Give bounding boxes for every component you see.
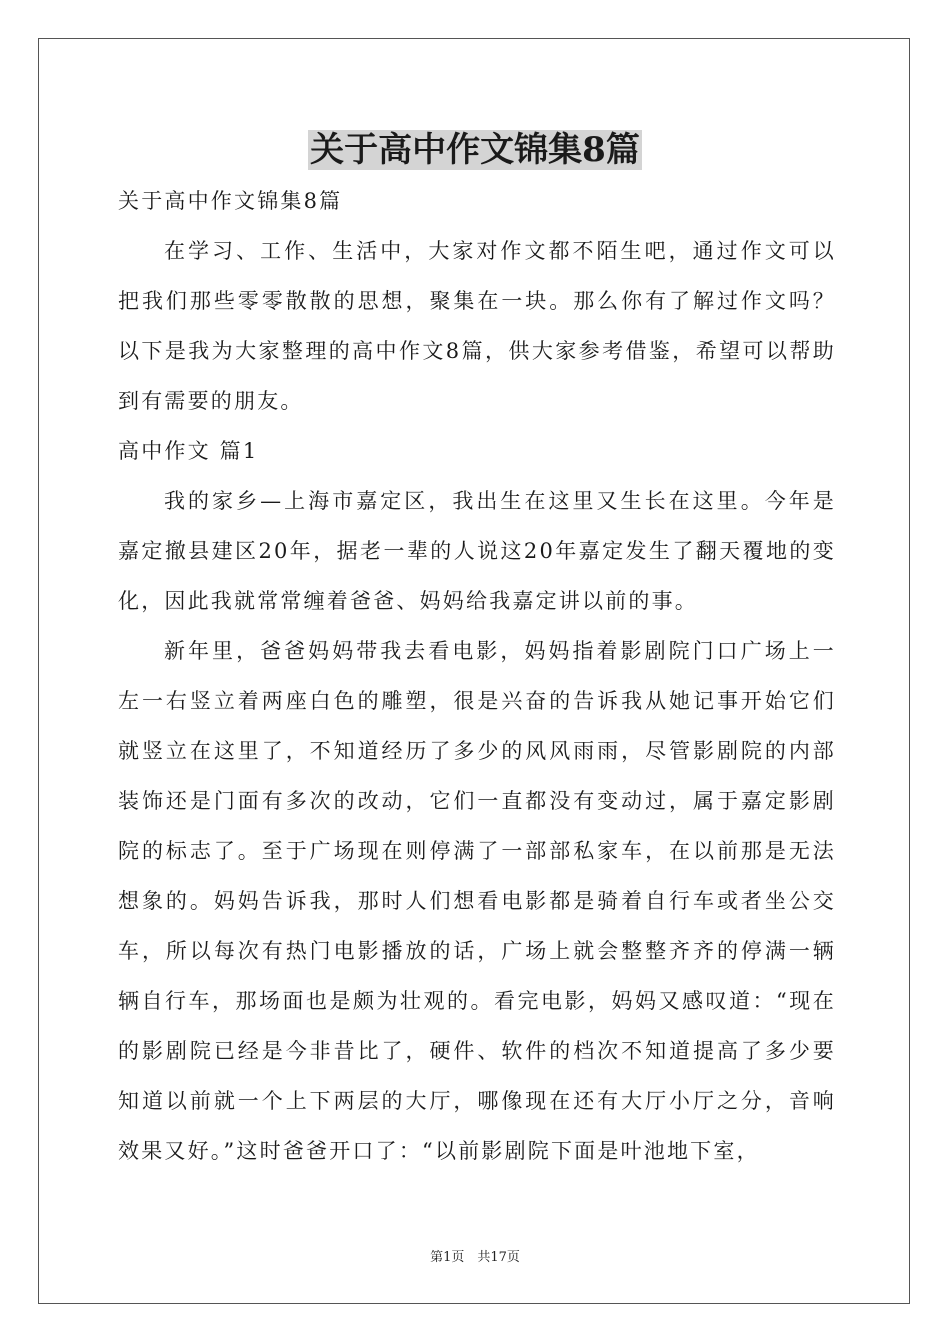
body-paragraph-1: 我的家乡—上海市嘉定区，我出生在这里又生长在这里。今年是嘉定撤县建区20年，据老一辈的人说这20年嘉定发生了翻天覆地的变化，因此我就常常缠着爸爸、妈妈给我嘉定讲以前的事。 [118,489,836,613]
document-body [118,176,836,1176]
document-title-text: 关于高中作文锦集8篇 [310,130,640,170]
body-paragraph-2: 新年里，爸爸妈妈带我去看电影，妈妈指着影剧院门口广场上一左一右竖立着两座白色的雕塑，很是兴奋的告诉我从她记事开始它们就竖立在这里了，不知道经历了多少的风风雨雨，尽管影剧院的内部装饰还是门面有多次的改动，它们一直都没有变动过，属于嘉定影剧院的标志了。至于广场现在则停满了一部部私家车，在以前那是无法想象的。妈妈告诉我，那时人们想看电影都是骑着自行车或者坐公交车，所以每次有热门电影播放的话，广场上就会整整齐齐的停满一辆辆自行车，那场面也是颇为壮观的。看完电影，妈妈又感叹道：“现在的影剧院已经是今非昔比了，硬件、软件的档次不知道提高了多少要知道以前就一个上下两层的大厅，哪像现在还有大厅小厅之分，音响效果又好。”这时爸爸开口了：“以前影剧院下面是叶池地下室， [118,639,836,1163]
section-heading: 高中作文 篇1 [118,439,259,463]
page-number: 第1页 共17页 [430,1250,520,1265]
page-footer [0,1246,950,1265]
intro-paragraph: 在学习、工作、生活中，大家对作文都不陌生吧，通过作文可以把我们那些零零散散的思想，聚集在一块。那么你有了解过作文吗？以下是我为大家整理的高中作文8篇，供大家参考借鉴，希望可以帮助到有需要的朋友。 [118,239,836,413]
document-title [0,128,950,172]
document-subtitle: 关于高中作文锦集8篇 [118,189,343,213]
